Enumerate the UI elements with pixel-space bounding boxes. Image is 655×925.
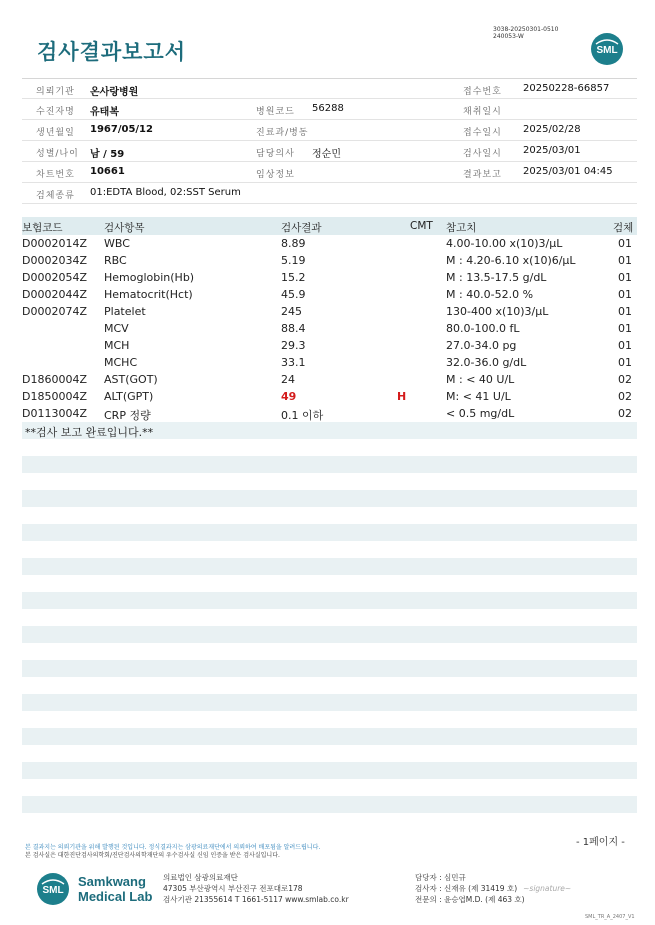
- report-title: 검사결과보고서: [37, 40, 187, 64]
- test-item-cell: MCV: [104, 322, 129, 335]
- empty-row: [22, 762, 637, 779]
- info-row: [22, 99, 637, 120]
- staff-info: [415, 872, 571, 905]
- specimen-cell: 01: [618, 237, 632, 250]
- org-name: 의료법인 삼광의료재단: [163, 873, 238, 882]
- column-header-specimen: 검체: [613, 222, 634, 234]
- dob-value: 1967/05/12: [90, 124, 153, 135]
- result-cell: 15.2: [281, 271, 306, 284]
- reference-cell: < 0.5 mg/dL: [446, 407, 515, 420]
- results-body: [22, 235, 637, 422]
- accreditation-note: 본 검사실은 대한진단검사의학회/진단검사의학재단의 우수검사실 신임 인증을 받은 검사실입니다.: [25, 852, 280, 859]
- results-header: [22, 217, 637, 235]
- insurance-code-cell: D0002034Z: [22, 254, 87, 267]
- test-item-cell: MCH: [104, 339, 130, 352]
- org-address: 47305 부산광역시 부산진구 전포대로178: [163, 884, 303, 893]
- specimen-label: 검체종류: [36, 191, 75, 201]
- table-row: [22, 388, 637, 405]
- sml-logo-icon: [590, 32, 624, 66]
- patient-info-table: [22, 78, 637, 204]
- result-cell: 0.1 이하: [281, 409, 324, 422]
- report-date-value: 2025/03/01 04:45: [523, 166, 613, 177]
- empty-row: [22, 524, 637, 541]
- empty-row: [22, 694, 637, 711]
- insurance-code-cell: D1850004Z: [22, 390, 87, 403]
- clinical-label: 임상정보: [256, 170, 295, 180]
- insurance-code-cell: D0002014Z: [22, 237, 87, 250]
- cmt-cell: H: [397, 390, 407, 403]
- column-header-cmt: CMT: [410, 220, 433, 232]
- reference-cell: M : 13.5-17.5 g/dL: [446, 271, 547, 284]
- table-row: [22, 286, 637, 303]
- test-item-cell: Hemoglobin(Hb): [104, 271, 195, 284]
- result-cell: 88.4: [281, 322, 306, 335]
- specimen-cell: 01: [618, 322, 632, 335]
- receipt-no-value: 20250228-66857: [523, 83, 610, 94]
- table-row: [22, 371, 637, 388]
- hospital-code-value: 56288: [312, 103, 344, 114]
- test-item-cell: CRP 정량: [104, 409, 151, 422]
- specimen-cell: 01: [618, 339, 632, 352]
- brand-name: [78, 874, 152, 904]
- specimen-cell: 01: [618, 254, 632, 267]
- insurance-code-cell: D0002044Z: [22, 288, 87, 301]
- chart-no-label: 차트번호: [36, 170, 75, 180]
- test-item-cell: Hematocrit(Hct): [104, 288, 193, 301]
- report-complete-text: **검사 보고 완료입니다.**: [25, 426, 154, 439]
- document-id-line1: 3038-20250301-0510: [493, 26, 559, 33]
- hospital-code-label: 병원코드: [256, 107, 295, 117]
- result-cell: 8.89: [281, 237, 306, 250]
- patient-value: 유태복: [90, 107, 119, 118]
- reference-cell: M: < 41 U/L: [446, 390, 511, 403]
- specimen-cell: 01: [618, 288, 632, 301]
- report-date-label: 결과보고: [463, 170, 502, 180]
- test-item-cell: Platelet: [104, 305, 146, 318]
- reference-cell: M : 4.20-6.10 x(10)6/μL: [446, 254, 576, 267]
- table-row: [22, 405, 637, 422]
- staff-manager: 담당자 : 심민규: [415, 873, 466, 882]
- test-date-value: 2025/03/01: [523, 145, 581, 156]
- document-id: [493, 26, 558, 40]
- specimen-cell: 02: [618, 373, 632, 386]
- result-cell: 24: [281, 373, 295, 386]
- insurance-code-cell: D0002074Z: [22, 305, 87, 318]
- table-row: [22, 320, 637, 337]
- receipt-no-label: 접수번호: [463, 87, 502, 97]
- empty-row: [22, 626, 637, 643]
- info-row: [22, 78, 637, 99]
- result-cell: 5.19: [281, 254, 306, 267]
- org-contact: 검사기관 21355614 T 1661-5117 www.smlab.co.kr: [163, 895, 349, 904]
- sex-age-label: 성별/나이: [36, 149, 79, 159]
- dob-label: 생년월일: [36, 128, 75, 138]
- specimen-cell: 02: [618, 390, 632, 403]
- test-date-label: 검사일시: [463, 149, 502, 159]
- receipt-date-value: 2025/02/28: [523, 124, 581, 135]
- test-item-cell: RBC: [104, 254, 127, 267]
- empty-row: [22, 728, 637, 745]
- sex-age-value: 남 / 59: [90, 149, 125, 160]
- logo-text: SML: [596, 45, 618, 56]
- column-header-code: 보험코드: [22, 222, 63, 234]
- specimen-value: 01:EDTA Blood, 02:SST Serum: [90, 187, 241, 198]
- empty-rows: [22, 456, 637, 830]
- info-row: [22, 162, 637, 183]
- empty-row: [22, 660, 637, 677]
- info-row: [22, 183, 637, 204]
- staff-specialist: 전문의 : 윤승엽M.D. (제 463 호): [415, 895, 525, 904]
- empty-row: [22, 558, 637, 575]
- table-row: [22, 252, 637, 269]
- doctor-label: 담당의사: [256, 149, 295, 159]
- doctor-value: 정순민: [312, 149, 341, 160]
- sml-logo-icon: [36, 872, 70, 906]
- document-id-line2: 240053-W: [493, 33, 524, 40]
- signature-image: ~signature~: [523, 884, 572, 893]
- brand-line2: Medical Lab: [78, 889, 153, 904]
- specimen-cell: 01: [618, 271, 632, 284]
- table-row: [22, 354, 637, 371]
- logo-text: SML: [42, 885, 64, 896]
- result-cell: 33.1: [281, 356, 306, 369]
- empty-row: [22, 490, 637, 507]
- test-item-cell: AST(GOT): [104, 373, 158, 386]
- reference-cell: 80.0-100.0 fL: [446, 322, 520, 335]
- result-cell: 245: [281, 305, 302, 318]
- report-complete-row: [22, 422, 637, 439]
- result-cell: 45.9: [281, 288, 306, 301]
- test-item-cell: ALT(GPT): [104, 390, 154, 403]
- disclaimer-note: 본 결과지는 의뢰기관을 위해 발행된 것입니다. 정식결과지는 삼광의료재단에서 의뢰하여 배포됨을 알려드립니다.: [25, 844, 321, 851]
- organization-info: [163, 872, 349, 905]
- reference-cell: M : < 40 U/L: [446, 373, 515, 386]
- page-number: - 1페이지 -: [576, 837, 625, 848]
- staff-tester: 검사자 : 신재유 (제 31419 호): [415, 884, 518, 893]
- empty-row: [22, 456, 637, 473]
- insurance-code-cell: D0002054Z: [22, 271, 87, 284]
- table-row: [22, 269, 637, 286]
- specimen-cell: 01: [618, 305, 632, 318]
- receipt-date-label: 접수일시: [463, 128, 502, 138]
- chart-no-value: 10661: [90, 166, 125, 177]
- results-table: [22, 217, 637, 439]
- empty-row: [22, 592, 637, 609]
- reference-cell: 4.00-10.00 x(10)3/μL: [446, 237, 563, 250]
- reference-cell: 27.0-34.0 pg: [446, 339, 517, 352]
- table-row: [22, 235, 637, 252]
- table-row: [22, 337, 637, 354]
- column-header-item: 검사항목: [104, 222, 145, 234]
- institution-label: 의뢰기관: [36, 87, 75, 97]
- specimen-cell: 02: [618, 407, 632, 420]
- column-header-result: 검사결과: [281, 222, 322, 234]
- result-cell: 29.3: [281, 339, 306, 352]
- collect-date-label: 채취일시: [463, 107, 502, 117]
- reference-cell: M : 40.0-52.0 %: [446, 288, 534, 301]
- info-row: [22, 141, 637, 162]
- result-cell: 49: [281, 390, 297, 403]
- specimen-cell: 01: [618, 356, 632, 369]
- info-row: [22, 120, 637, 141]
- reference-cell: 130-400 x(10)3/μL: [446, 305, 549, 318]
- reference-cell: 32.0-36.0 g/dL: [446, 356, 527, 369]
- table-row: [22, 303, 637, 320]
- insurance-code-cell: D1860004Z: [22, 373, 87, 386]
- insurance-code-cell: D0113004Z: [22, 407, 87, 420]
- institution-value: 온사랑병원: [90, 87, 139, 98]
- document-code: SML_TR_A_2407_V1: [585, 914, 635, 920]
- test-item-cell: MCHC: [104, 356, 138, 369]
- empty-row: [22, 796, 637, 813]
- brand-line1: Samkwang: [78, 874, 146, 889]
- test-item-cell: WBC: [104, 237, 130, 250]
- patient-label: 수진자명: [36, 107, 75, 117]
- column-header-reference: 참고치: [446, 222, 477, 234]
- dept-label: 진료과/병동: [256, 128, 309, 138]
